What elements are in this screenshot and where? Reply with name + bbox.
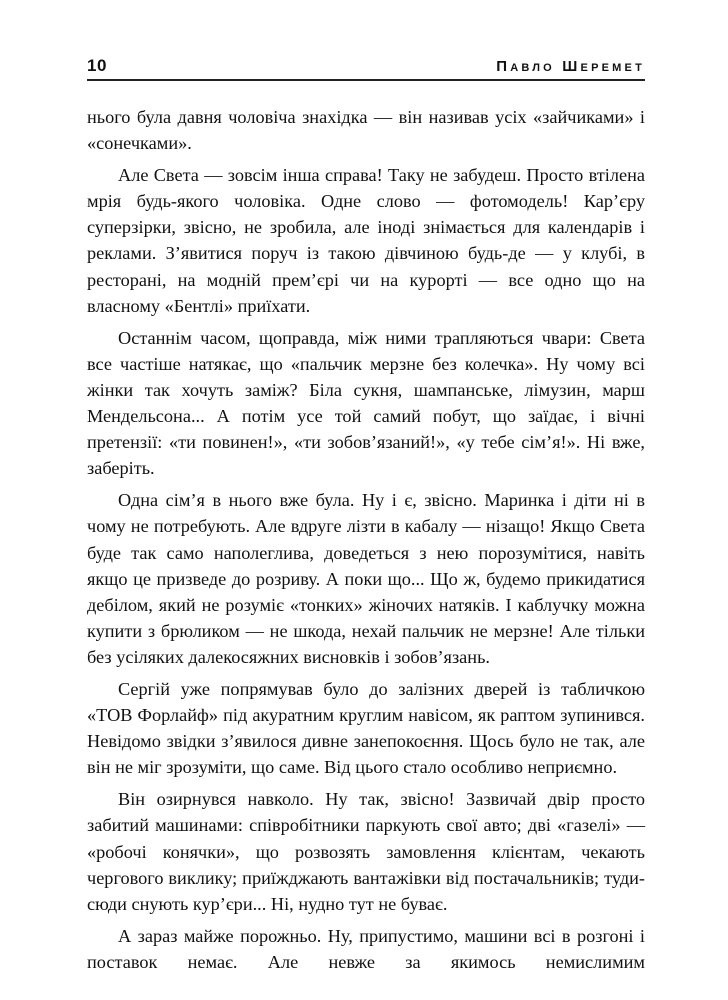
paragraph-5: Сергій уже попрямував було до залізних дверей із табличкою «ТОВ Форлайф» під акуратним круглим навісом, як раптом зупинився. Невідомо звідки з’явилося дивне занепокоєння. Щось було не так, але він не міг зрозуміти, що саме. Від цього стало особливо неприємно. <box>87 678 645 778</box>
paragraph-4: Одна сім’я в нього вже була. Ну і є, звісно. Маринка і діти ні в чому не потребують. Але вдруге лізти в кабалу — нізащо! Якщо Света буде так само наполеглива, доведеться з нею порозумітися, навіть якщо це призведе до розриву. А поки що... Що ж, будемо прикидатися дебілом, який не розуміє «тонких» жіночих натяків. І каблучку можна купити з брюликом — не шкода, нехай пальчик не мерзне! Але тільки без усіляких далекосяжних висновків і зобов’язань. <box>87 490 645 667</box>
body-text <box>87 104 645 975</box>
page-number: 10 <box>87 56 107 75</box>
paragraph-6: Він озирнувся навколо. Ну так, звісно! Зазвичай двір просто забитий машинами: співробітники паркують свої авто; дві «газелі» — «робочі конячки», що розвозять замовлення клієнтам, чекають чергового виклику; приїжджають вантажівки від постачальників; туди-сюди снують кур’єри... Ні, нудно тут не буває. <box>87 789 645 914</box>
paragraph-2: Але Света — зовсім інша справа! Таку не забудеш. Просто втілена мрія будь-якого чоловіка. Одне слово — фотомодель! Кар’єру суперзірки, звісно, не зробила, але іноді знімається для календарів і реклами. З’явитися поруч із такою дівчиною будь-де — у клубі, в ресторані, на модній прем’єрі чи на курорті — все одно що на власному «Бентлі» приїхати. <box>87 165 645 316</box>
paragraph-1: нього була давня чоловіча знахідка — він називав усіх «зайчиками» і «сонечками». <box>87 107 645 154</box>
paragraph-3: Останнім часом, щоправда, між ними трапляються чвари: Света все частіше натякає, що «пальчик мерзне без колечка». Ну чому всі жінки так хочуть заміж? Біла сукня, шампанське, лімузин, марш Мендельсона... А потім усе той самий побут, що заїдає, і вічні претензії: «ти повинен!», «ти зобов’язаний!», «у тебе сім’я!». Ні вже, заберіть. <box>87 327 645 479</box>
page-header <box>87 50 645 74</box>
paragraph-7: А зараз майже порожньо. Ну, припустимо, машини всі в розгоні і поставок немає. Але невже за якимось немислимим <box>87 925 645 972</box>
header-rule <box>87 79 645 81</box>
running-head-author: Павло Шеремет <box>496 58 645 75</box>
